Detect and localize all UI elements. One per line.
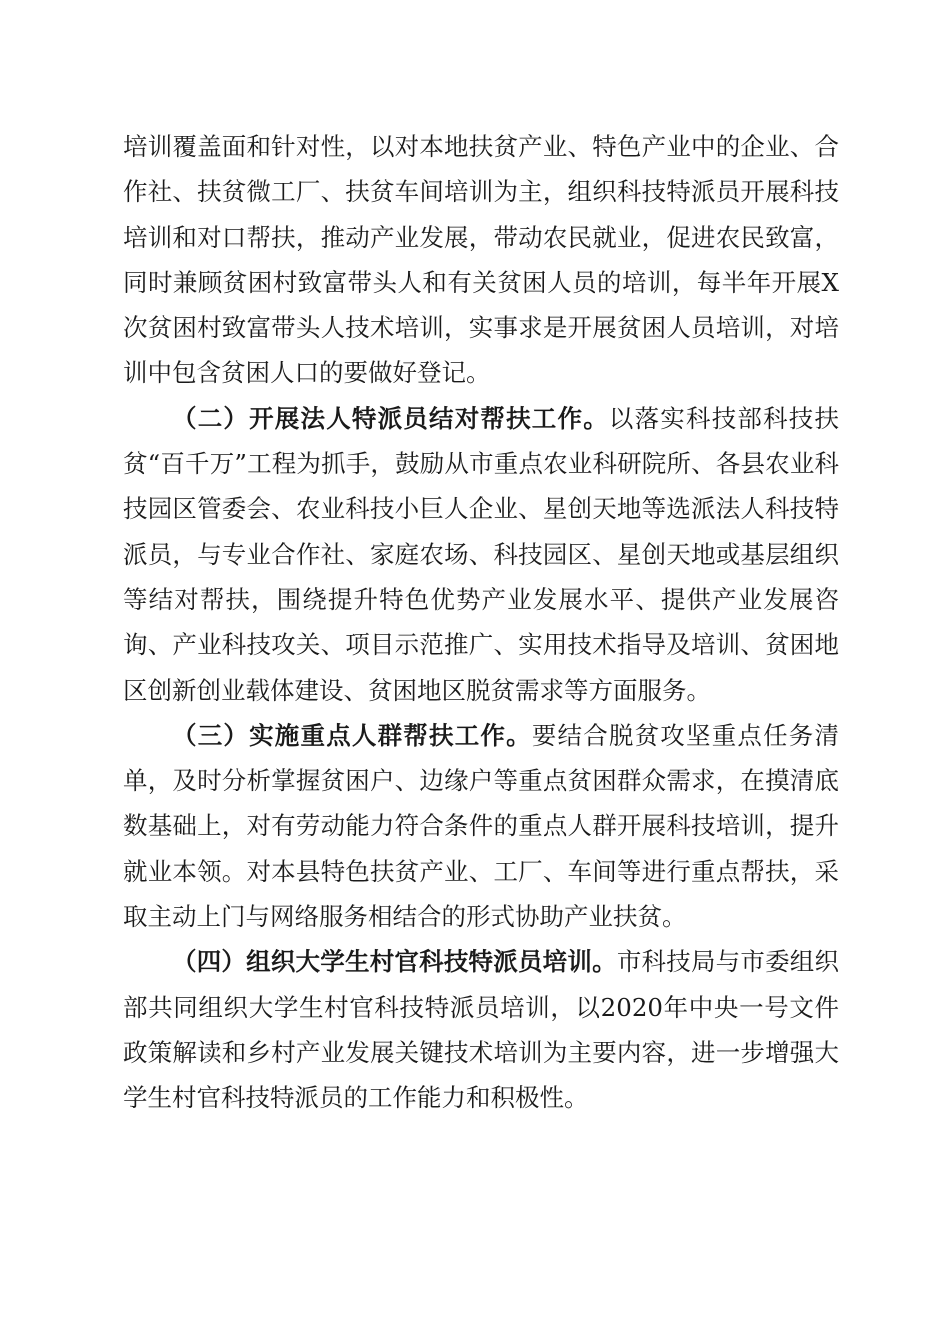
paragraph-text: 要结合脱贫攻坚重点任务清单，及时分析掌握贫困户、边缘户等重点贫困群众需求，在摸清底数基础上，对有劳动能力符合条件的重点人群开展科技培训，提升就业本领。对本县特色扶贫产业、工厂、车间等进行重点帮扶，采取主动上门与网络服务相结合的形式协助产业扶贫。 — [123, 720, 840, 932]
paragraph-village-official-training — [123, 939, 839, 1120]
paragraph-legal-person-assistance — [123, 396, 839, 713]
section-heading: （三）实施重点人群帮扶工作。 — [172, 720, 532, 750]
section-heading: （四）组织大学生村官科技特派员培训。 — [172, 947, 617, 977]
paragraph-key-groups-assistance — [123, 713, 839, 939]
paragraph-text: 培训覆盖面和针对性，以对本地扶贫产业、特色产业中的企业、合作社、扶贫微工厂、扶贫车间培训为主，组织科技特派员开展科技培训和对口帮扶，推动产业发展，带动农民就业，促进农民致富，同时兼顾贫困村致富带头人和有关贫困人员的培训，每半年开展X次贫困村致富带头人技术培训，实事求是开展贫困人员培训，对培训中包含贫困人口的要做好登记。 — [123, 132, 839, 388]
paragraph-training-coverage — [123, 124, 839, 396]
section-heading: （二）开展法人特派员结对帮扶工作。 — [172, 403, 609, 433]
paragraph-text: 以落实科技部科技扶贫“百千万”工程为抓手，鼓励从市重点农业科研院所、各县农业科技园区管委会、农业科技小巨人企业、星创天地等选派法人科技特派员，与专业合作社、家庭农场、科技园区、星创天地或基层组织等结对帮扶，围绕提升特色优势产业发展水平、提供产业发展咨询、产业科技攻关、项目示范推广、实用技术指导及培训、贫困地区创新创业载体建设、贫困地区脱贫需求等方面服务。 — [123, 403, 840, 705]
paragraph-text: 市科技局与市委组织部共同组织大学生村官科技特派员培训，以2020年中央一号文件政策解读和乡村产业发展关键技术培训为主要内容，进一步增强大学生村官科技特派员的工作能力和积极性。 — [123, 947, 840, 1113]
document-body — [123, 124, 839, 1121]
